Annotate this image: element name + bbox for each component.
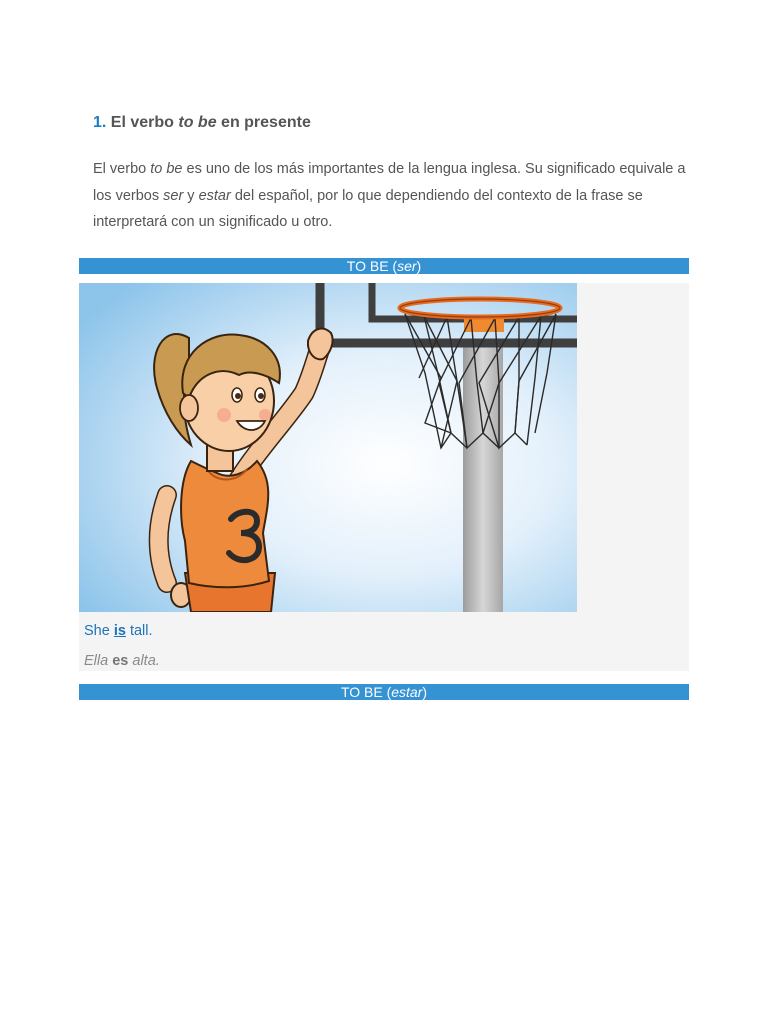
banner-text: ) bbox=[416, 258, 422, 274]
intro-text: y bbox=[183, 187, 199, 204]
example-card bbox=[79, 283, 689, 671]
banner-text: ) bbox=[422, 684, 428, 700]
banner-text: TO BE ( bbox=[346, 258, 398, 274]
intro-em-estar: estar bbox=[198, 187, 231, 204]
section-number: 1. bbox=[93, 114, 107, 131]
lower-arm bbox=[159, 495, 167, 583]
example-spanish-translation bbox=[84, 653, 160, 669]
heading-text-pre: El verbo bbox=[110, 114, 179, 131]
heading-text-em: to be bbox=[178, 114, 217, 131]
translation-text: alta. bbox=[128, 653, 160, 669]
ear bbox=[180, 395, 198, 421]
banner-em: estar bbox=[391, 684, 423, 700]
banner-em: ser bbox=[397, 258, 417, 274]
verb-highlight: is bbox=[113, 623, 126, 639]
heading-text-post: en presente bbox=[216, 114, 311, 131]
intro-em-to-be: to be bbox=[150, 161, 183, 177]
pupil-right bbox=[258, 393, 264, 399]
cheek bbox=[217, 408, 231, 422]
hoop-pole bbox=[463, 343, 503, 612]
intro-text: El verbo bbox=[93, 161, 151, 177]
intro-text: es uno de los más importantes de la lengua inglesa. Su significado equivale a los verbos bbox=[93, 161, 686, 204]
cheek bbox=[259, 409, 271, 421]
translation-text: Ella bbox=[84, 653, 113, 669]
sentence-text: tall. bbox=[125, 623, 153, 639]
intro-em-ser: ser bbox=[163, 187, 184, 204]
banner-to-be-estar bbox=[79, 684, 689, 700]
pupil-left bbox=[235, 393, 241, 399]
example-english-sentence bbox=[84, 623, 153, 639]
verb-highlight: es bbox=[112, 653, 129, 669]
basketball-girl-illustration bbox=[79, 283, 577, 612]
banner-to-be-ser bbox=[79, 258, 689, 274]
intro-text: del español, por lo que dependiendo del contexto de la frase se interpretará con un significado u otro. bbox=[93, 187, 643, 230]
intro-paragraph bbox=[93, 156, 693, 236]
banner-text: TO BE ( bbox=[340, 684, 392, 700]
sentence-text: She bbox=[84, 623, 114, 639]
section-heading bbox=[93, 114, 311, 132]
